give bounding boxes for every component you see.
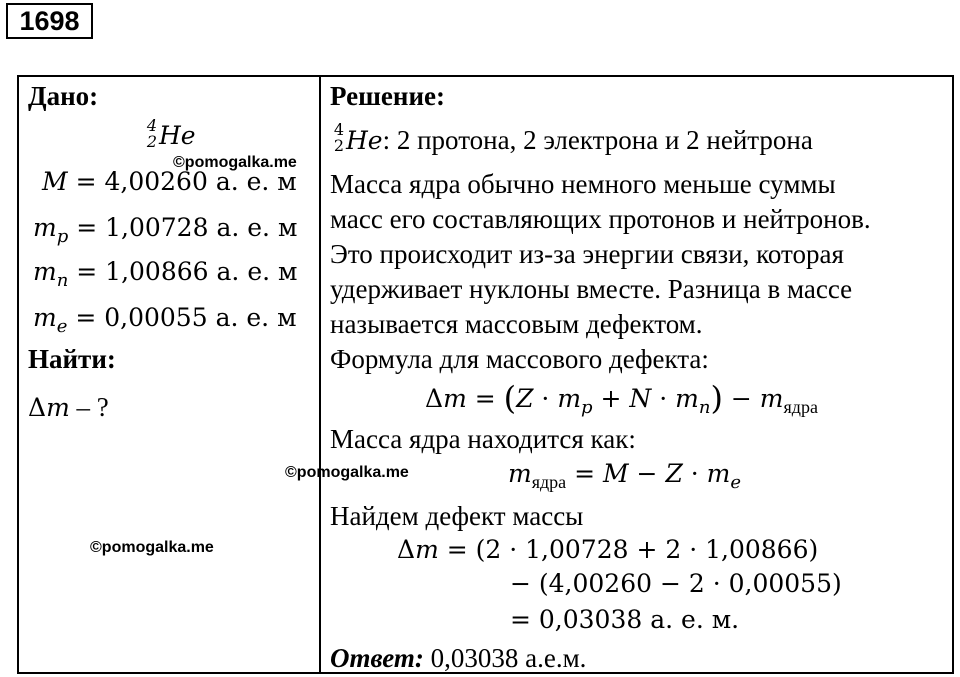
formula-intro: Формула для массового дефекта:	[330, 344, 709, 374]
given-unit: а. е. м	[215, 303, 297, 332]
solution-isotope-line	[330, 120, 813, 157]
atomic-number: 2	[333, 136, 344, 155]
nucleus-intro: Масса ядра находится как:	[330, 424, 636, 454]
find-heading: Найти:	[28, 344, 116, 374]
given-isotope	[143, 116, 196, 152]
given-unit: а. е. м	[215, 167, 297, 196]
column-divider	[319, 75, 321, 674]
given-row-me: $m_e = 0,00055$ а. е. м	[33, 303, 297, 337]
answer-line	[330, 642, 586, 674]
isotope-symbol: He	[159, 121, 196, 150]
given-subscript: n	[56, 270, 69, 291]
given-heading: Дано:	[28, 81, 99, 111]
given-symbol: M	[42, 167, 68, 196]
mass-number: 4	[333, 120, 344, 139]
given-subscript: p	[56, 226, 69, 247]
given-value: 1,00728	[105, 213, 209, 242]
problem-number: 1698	[6, 3, 93, 39]
nucleus-mass-formula: $m_{ядра} = M - Z \cdot m_e$	[508, 459, 742, 493]
given-row-mp: $m_p = 1,00728$ а. е. м	[33, 213, 298, 247]
isotope-composition: : 2 протона, 2 электрона и 2 нейтрона	[382, 125, 813, 155]
given-unit: а. е. м	[216, 257, 298, 286]
calc-intro: Найдем дефект массы	[330, 501, 584, 531]
given-unit: а. е. м	[216, 213, 298, 242]
find-expression	[28, 391, 109, 424]
paragraph-line: Масса ядра обычно немного меньше суммы	[330, 169, 836, 199]
given-value: 0,00055	[104, 303, 208, 332]
calc-line-3: = 0,03038 а. е. м.	[510, 605, 740, 634]
watermark: ©pomogalka.me	[285, 464, 409, 481]
answer-value: 0,03038 а.е.м.	[423, 643, 587, 673]
given-value: 4,00260	[104, 167, 208, 196]
delta-symbol: Δ	[28, 393, 47, 422]
given-symbol: m	[33, 213, 57, 242]
watermark: ©pomogalka.me	[173, 154, 297, 171]
mass-defect-formula: $\Delta m = (Z \cdot m_p + N \cdot m_n) - m_{ядра}$	[425, 379, 818, 418]
paragraph-line: удерживает нуклоны вместе. Разница в массе	[330, 274, 853, 304]
atomic-number: 2	[146, 132, 157, 151]
given-symbol: m	[33, 303, 57, 332]
find-symbol: m	[46, 393, 70, 422]
calc-line-1: Δm = (2 · 1,00728 + 2 · 1,00866)	[397, 535, 819, 564]
given-symbol: m	[33, 257, 57, 286]
find-suffix: – ?	[76, 392, 109, 422]
paragraph-line: называется массовым дефектом.	[330, 309, 703, 339]
given-row-M: M = 4,00260 а. е. м	[42, 167, 297, 196]
given-row-mn: $m_n = 1,00866$ а. е. м	[33, 257, 298, 291]
solution-heading: Решение:	[330, 81, 445, 111]
watermark: ©pomogalka.me	[90, 539, 214, 556]
given-value: 1,00866	[105, 257, 209, 286]
isotope-symbol: He	[346, 126, 383, 155]
mass-number: 4	[146, 116, 157, 135]
paragraph-line: масс его составляющих протонов и нейтронов.	[330, 204, 871, 234]
isotope-indices	[330, 120, 346, 156]
paragraph-line: Это происходит из-за энергии связи, которая	[330, 239, 844, 269]
calc-line-2: − (4,00260 − 2 · 0,00055)	[510, 569, 842, 598]
isotope-indices	[143, 116, 159, 152]
given-subscript: e	[56, 316, 68, 337]
answer-label: Ответ:	[330, 643, 424, 673]
